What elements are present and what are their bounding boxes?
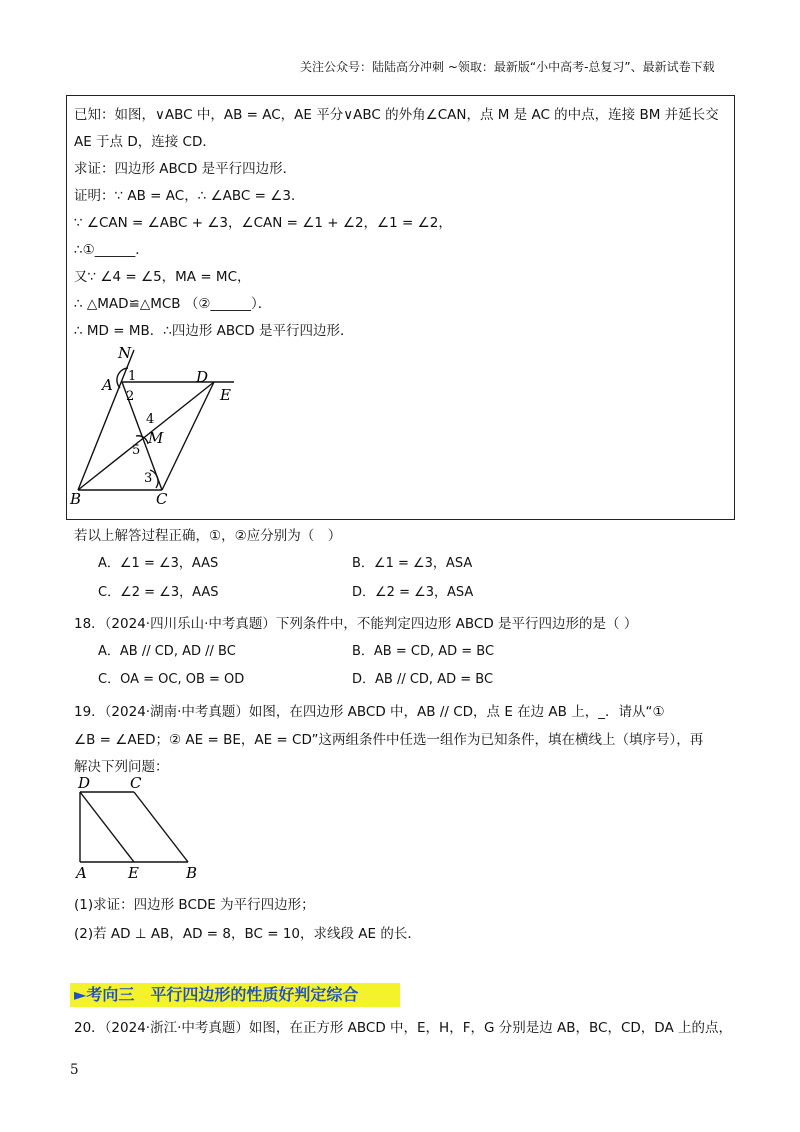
label-angle-3: 3 (144, 471, 153, 486)
q17-option-b[interactable]: B．∠1 = ∠3，ASA (352, 556, 473, 571)
q18-prompt: 18．（2024·四川乐山·中考真题）下列条件中，不能判定四边形 ABCD 是平行四边形的是（ ） (74, 616, 638, 632)
box-line-5: ∵ ∠CAN = ∠ABC + ∠3，∠CAN = ∠1 + ∠2，∠1 = ∠2， (74, 215, 452, 231)
label-E: E (220, 386, 231, 404)
trapezoid-figure (70, 772, 220, 882)
fig2-label-E: E (128, 864, 139, 882)
triangle-arrow-icon: ► (74, 985, 87, 1004)
q19-line-3: 解决下列问题： (74, 759, 169, 775)
label-angle-4: 4 (146, 412, 155, 427)
q17-option-d[interactable]: D．∠2 = ∠3，ASA (352, 585, 474, 600)
label-A: A (102, 376, 113, 394)
box-line-6: ∴①______． (74, 242, 149, 258)
q19-sub-2: (2)若 AD ⊥ AB，AD = 8，BC = 10，求线段 AE 的长． (74, 926, 421, 942)
label-D: D (196, 368, 209, 386)
q18-option-b[interactable]: B．AB = CD, AD = BC (352, 644, 495, 659)
q17-prompt: 若以上解答过程正确，①，②应分别为（ ） (74, 528, 342, 544)
page-number: 5 (70, 1062, 79, 1078)
box-line-4: 证明：∵ AB = AC，∴ ∠ABC = ∠3． (74, 188, 305, 204)
section-header (70, 983, 400, 1007)
q18-option-c[interactable]: C．OA = OC, OB = OD (98, 672, 245, 687)
label-N: N (118, 344, 132, 362)
label-angle-1: 1 (128, 369, 137, 384)
q19-line-2: ∠B = ∠AED；② AE = BE，AE = CD”这两组条件中任选一组作为已知条件，填在横线上（填序号），再 (74, 732, 704, 748)
box-line-7: 又∵ ∠4 = ∠5，MA = MC， (74, 269, 251, 285)
label-M: M (148, 429, 164, 447)
page-header: 关注公众号：陆陆高分冲刺 ~领取：最新版“小中高考-总复习”、最新试卷下载 (300, 60, 715, 74)
fig2-label-D: D (78, 774, 91, 792)
label-angle-5: 5 (132, 443, 141, 458)
box-line-3: 求证：四边形 ABCD 是平行四边形． (74, 161, 297, 177)
q19-sub-1: (1)求证：四边形 BCDE 为平行四边形； (74, 897, 315, 913)
q19-line-1: 19．（2024·湖南·中考真题）如图，在四边形 ABCD 中，AB // CD，点 E 在边 AB 上，_．请从“① (74, 704, 665, 720)
box-line-2: AE 于点 D，连接 CD． (74, 134, 216, 150)
q17-option-c[interactable]: C．∠2 = ∠3，AAS (98, 585, 219, 600)
fig2-label-C: C (130, 774, 142, 792)
fig2-label-B: B (186, 864, 198, 882)
section-title: 考向三 平行四边形的性质好判定综合 (86, 985, 359, 1004)
q20-prompt: 20．（2024·浙江·中考真题）如图，在正方形 ABCD 中，E，H，F，G 分别是边 AB，BC，CD，DA 上的点， (74, 1020, 732, 1036)
label-C: C (156, 490, 168, 508)
label-B: B (70, 490, 82, 508)
q18-option-d[interactable]: D．AB // CD, AD = BC (352, 672, 494, 687)
box-line-1: 已知：如图，∨ABC 中，AB = AC，AE 平分∨ABC 的外角∠CAN，点 M 是 AC 的中点，连接 BM 并延长交 (74, 107, 719, 123)
parallelogram-figure (66, 340, 266, 510)
box-line-9: ∴ MD = MB．∴四边形 ABCD 是平行四边形． (74, 323, 354, 339)
fig2-label-A: A (76, 864, 87, 882)
box-line-8: ∴ △MAD≌△MCB （②______）． (74, 296, 272, 312)
q18-option-a[interactable]: A．AB // CD, AD // BC (98, 644, 236, 659)
label-angle-2: 2 (126, 389, 135, 404)
q17-option-a[interactable]: A．∠1 = ∠3，AAS (98, 556, 219, 571)
